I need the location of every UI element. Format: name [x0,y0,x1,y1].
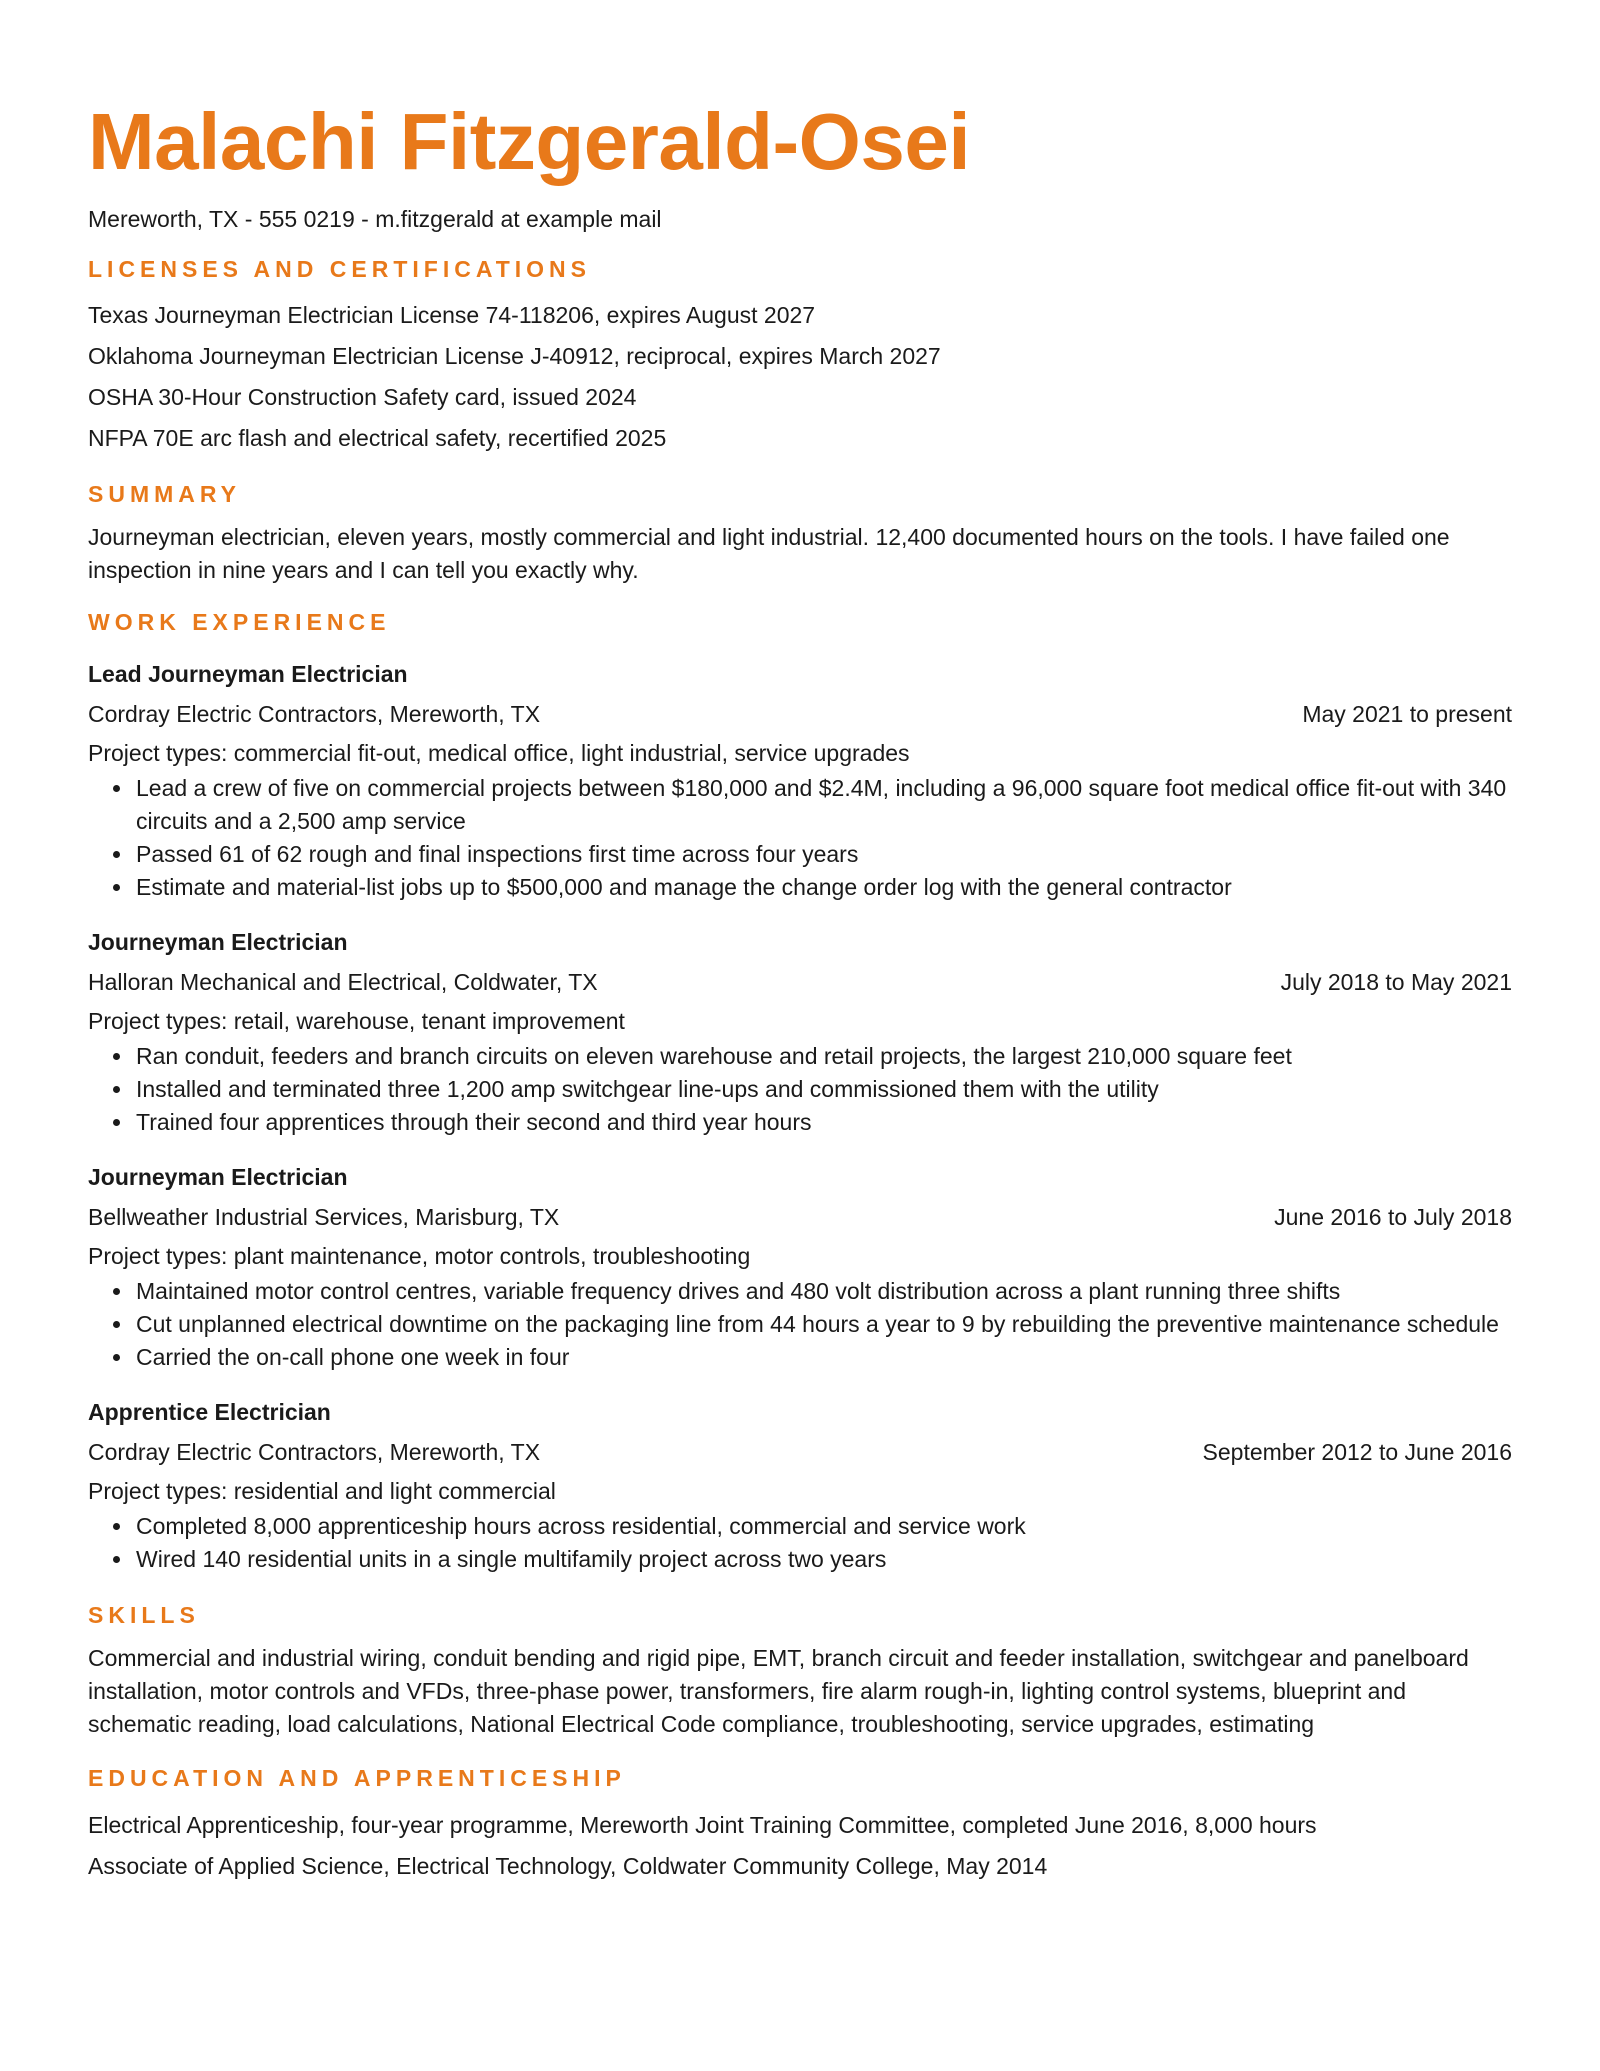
job-bullet: • Lead a crew of five on commercial projects between $180,000 and $2.4M, including a 96,000 square foot medical office fit-out with 340 circuits and a 2,500 amp service [134,772,1512,838]
job-dates: June 2016 to July 2018 [1274,1204,1512,1231]
job-employer: Bellweather Industrial Services, Marisburg, TX [88,1204,560,1231]
job-project-types: Project types: plant maintenance, motor controls, troubleshooting [88,1243,751,1270]
job-entry [88,1157,1512,1374]
job-dates: July 2018 to May 2021 [1280,969,1512,996]
job-bullet: • Wired 140 residential units in a single multifamily project across two years [134,1543,1512,1576]
education-item: Electrical Apprenticeship, four-year programme, Mereworth Joint Training Committee, completed June 2016, 8,000 hours [88,1811,1317,1838]
license-item: OSHA 30-Hour Construction Safety card, issued 2024 [88,384,637,411]
section-heading-experience: WORK EXPERIENCE [88,608,391,635]
job-employer: Cordray Electric Contractors, Mereworth, TX [88,1439,541,1466]
summary-section [88,481,1512,587]
education-item: Associate of Applied Science, Electrical Technology, Coldwater Community College, May 2014 [88,1852,1048,1879]
skills-section [88,1602,1512,1741]
candidate-name: Malachi Fitzgerald-Osei [88,97,971,186]
job-project-types: Project types: retail, warehouse, tenant improvement [88,1008,625,1035]
job-dates: May 2021 to present [1302,701,1512,728]
license-item: Oklahoma Journeyman Electrician License J-40912, reciprocal, expires March 2027 [88,343,941,370]
job-bullet: • Installed and terminated three 1,200 amp switchgear line-ups and commissioned them with the utility [134,1073,1512,1106]
job-bullets [88,1040,1512,1139]
education-section [88,1765,1512,1887]
job-entry [88,654,1512,904]
section-heading-licenses: LICENSES AND CERTIFICATIONS [88,255,592,282]
job-employer: Cordray Electric Contractors, Mereworth, TX [88,701,541,728]
license-item: NFPA 70E arc flash and electrical safety, recertified 2025 [88,425,667,452]
job-bullet: • Carried the on-call phone one week in four [134,1341,1512,1374]
job-title: Apprentice Electrician [88,1399,331,1426]
job-project-types: Project types: commercial fit-out, medical office, light industrial, service upgrades [88,740,910,767]
job-bullet: • Completed 8,000 apprenticeship hours across residential, commercial and service work [134,1510,1512,1543]
licenses-section [88,256,1512,460]
job-title: Journeyman Electrician [88,929,348,956]
job-bullet: • Cut unplanned electrical downtime on the packaging line from 44 hours a year to 9 by rebuilding the preventive maintenance schedule [134,1308,1512,1341]
job-employer: Halloran Mechanical and Electrical, Coldwater, TX [88,969,598,996]
job-bullets [88,772,1512,904]
job-project-types: Project types: residential and light commercial [88,1478,556,1505]
job-bullet: • Passed 61 of 62 rough and final inspections first time across four years [134,838,1512,871]
contact-line: Mereworth, TX - 555 0219 - m.fitzgerald at example mail [88,206,662,232]
section-heading-summary: SUMMARY [88,481,241,508]
job-bullet: • Trained four apprentices through their second and third year hours [134,1106,1512,1139]
job-bullet: • Ran conduit, feeders and branch circuits on eleven warehouse and retail projects, the largest 210,000 square feet [134,1040,1512,1073]
section-heading-education: EDUCATION AND APPRENTICESHIP [88,1764,626,1791]
job-bullet: • Maintained motor control centres, variable frequency drives and 480 volt distribution across a plant running three shifts [134,1275,1512,1308]
job-entry [88,922,1512,1139]
job-bullets [88,1275,1512,1374]
experience-section [88,609,1512,1577]
job-title: Lead Journeyman Electrician [88,661,408,688]
job-bullets [88,1510,1512,1576]
job-title: Journeyman Electrician [88,1164,348,1191]
section-heading-skills: SKILLS [88,1602,200,1629]
skills-text: Commercial and industrial wiring, conduit bending and rigid pipe, EMT, branch circuit and feeder installation, switchgear and panelboard installation, motor controls and VFDs, three-phase power, transformers, fire alarm rough-in, lighting control systems, blueprint and schematic reading, load calculations, National Electrical Code compliance, troubleshooting, service upgrades, estimating [88,1644,1469,1737]
job-dates: September 2012 to June 2016 [1202,1439,1512,1466]
summary-text: Journeyman electrician, eleven years, mostly commercial and light industrial. 12,400 documented hours on the tools. I have failed one inspection in nine years and I can tell you exactly why. [88,523,1450,583]
license-item: Texas Journeyman Electrician License 74-118206, expires August 2027 [88,302,816,329]
job-entry [88,1392,1512,1576]
job-bullet: • Estimate and material-list jobs up to $500,000 and manage the change order log with the general contractor [134,871,1512,904]
